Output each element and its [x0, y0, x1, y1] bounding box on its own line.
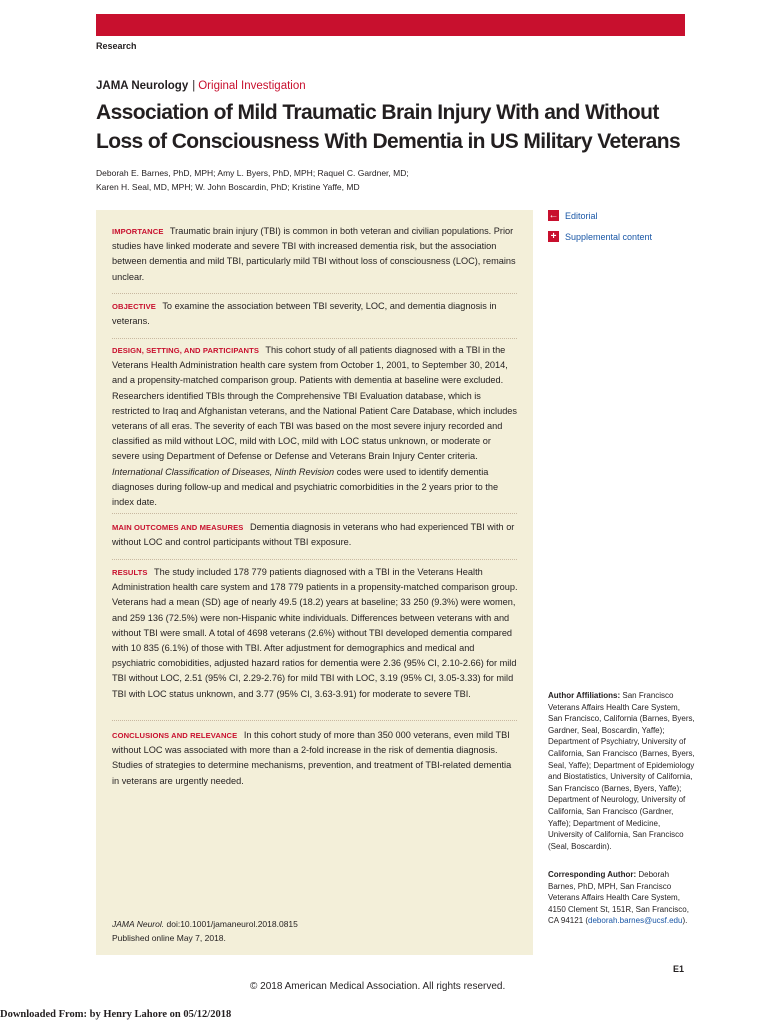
affiliations-heading: Author Affiliations: [548, 691, 621, 700]
abstract-objective [112, 299, 520, 329]
author-line-1: Deborah E. Barnes, PhD, MPH; Amy L. Byers, PhD, MPH; Raquel C. Gardner, MD; [96, 168, 409, 178]
results-heading: RESULTS [112, 568, 148, 577]
download-stamp: Downloaded From: by Henry Lahore on 05/12/2018 [0, 1009, 232, 1020]
article-title-line-2: Loss of Consciousness With Dementia in US Military Veterans [96, 130, 681, 153]
abstract-conclusions [112, 728, 520, 789]
editorial-link-label: Editorial [565, 210, 598, 221]
author-line-2: Karen H. Seal, MD, MPH; W. John Boscardin, PhD; Kristine Yaffe, MD [96, 182, 360, 192]
article-type: Original Investigation [198, 80, 306, 92]
corresponding-heading: Corresponding Author: [548, 870, 637, 879]
abstract-design [112, 343, 520, 510]
plus-icon: + [548, 231, 559, 242]
section-label: Research [96, 41, 137, 51]
citation-line [112, 917, 298, 931]
conclusions-text: In this cohort study of more than 350 000 veterans, even mild TBI without LOC was associated with more than a 2-fold increase in the risk of dementia diagnosis. Studies of strategies to determine mechanisms, prevention, and treatment of TBI-related dementia in veterans are urgently needed. [112, 730, 512, 786]
abstract-results [112, 565, 520, 702]
outcomes-text: Dementia diagnosis in veterans who had experienced TBI with or without LOC and control participants without TBI exposure. [112, 522, 515, 548]
design-text-end: codes were used to identify dementia diagnoses during follow-up and medical and psychiatric comorbidities in the 2 years prior to the index date. [112, 466, 499, 508]
journal-name: JAMA Neurology [96, 80, 189, 92]
objective-heading: OBJECTIVE [112, 302, 156, 311]
author-list [96, 166, 516, 194]
design-text-italic: International Classification of Diseases, Ninth Revision [112, 466, 335, 477]
abstract-outcomes [112, 520, 520, 550]
abstract-divider [112, 559, 517, 560]
abstract-divider [112, 720, 517, 721]
abstract-box [96, 210, 533, 955]
header-color-bar [96, 14, 685, 36]
editorial-link[interactable] [548, 210, 598, 221]
corresponding-email-link[interactable]: deborah.barnes@ucsf.edu [588, 916, 683, 926]
design-heading: DESIGN, SETTING, AND PARTICIPANTS [112, 346, 260, 355]
design-text: This cohort study of all patients diagnosed with a TBI in the Veterans Health Administration health care system from October 1, 2001, to September 30, 2014, and a propensity-matched comparison group. Patients with dementia at baseline were excluded. Researchers identified TBIs through the Comprehensive TBI Evaluation database, which is restricted to Iraq and Afghanistan veterans, and the National Patient Care Database, which includes veterans of all eras. The severity of each TBI was based on the most severe injury recorded and classified as mild without LOC, mild with LOC, mild with LOC status unknown, or moderate or severe using Department of Defense or Defense and Veterans Brain Injury Center criteria. [112, 345, 518, 462]
citation [112, 917, 298, 945]
author-affiliations [548, 690, 696, 852]
arrow-left-icon: ← [548, 209, 559, 221]
journal-line [96, 80, 306, 92]
outcomes-heading: MAIN OUTCOMES AND MEASURES [112, 523, 244, 532]
importance-text: Traumatic brain injury (TBI) is common in both veteran and civilian populations. Prior studies have linked moderate and severe TBI with increased dementia risk, but the association between dementia and mild TBI, particularly mild TBI without loss of consciousness (LOC), remains unclear. [112, 226, 516, 282]
supplemental-content-link[interactable] [548, 231, 652, 242]
supplemental-link-label: Supplemental content [565, 231, 653, 242]
abstract-divider [112, 338, 517, 339]
abstract-importance [112, 224, 520, 285]
citation-journal: JAMA Neurol. [112, 919, 165, 929]
article-title [96, 98, 706, 156]
objective-text: To examine the association between TBI severity, LOC, and dementia diagnosis in veterans. [112, 301, 497, 327]
copyright-notice: © 2018 American Medical Association. All rights reserved. [250, 981, 506, 992]
published-date: Published online May 7, 2018. [112, 933, 226, 943]
conclusions-heading: CONCLUSIONS AND RELEVANCE [112, 731, 238, 740]
importance-heading: IMPORTANCE [112, 227, 164, 236]
abstract-divider [112, 293, 517, 294]
corresponding-text: Deborah Barnes, PhD, MPH, San Francisco Veterans Affairs Health Care System, 4150 Clement St, 151R, San Francisco, CA 94121 ( [548, 870, 689, 926]
abstract-divider [112, 513, 517, 514]
citation-doi[interactable]: doi:10.1001/jamaneurol.2018.0815 [166, 919, 298, 929]
journal-separator: | [192, 80, 196, 92]
article-title-line-1: Association of Mild Traumatic Brain Injury With and Without [96, 101, 659, 124]
corresponding-text-end: ). [682, 916, 688, 926]
page-number: E1 [673, 964, 685, 974]
affiliations-text: San Francisco Veterans Affairs Health Care System, San Francisco, California (Barnes, Byers, Gardner, Seal, Boscardin, Yaffe); Department of Psychiatry, University of California, San Francisco (Barnes, Byers, Seal, Yaffe); Department of Epidemiology and Biostatistics, University of California, San Francisco (Barnes, Byers, Yaffe); Department of Neurology, University of California, San Francisco (Gardner, Yaffe); Department of Medicine, University of California, San Francisco (Seal, Boscardin). [548, 691, 695, 851]
corresponding-author [548, 869, 696, 927]
results-text: The study included 178 779 patients diagnosed with a TBI in the Veterans Health Administration health care system and 178 779 patients in a propensity-matched comparison group. Veterans had a mean (SD) age of nearly 49.5 (18.2) years at baseline; 33 250 (9.3%) were women, and 259 136 (72.5%) were non-Hispanic white individuals. Differences between veterans with and without TBI were small. A total of 4698 veterans (2.6%) without TBI developed dementia compared with 10 835 (6.1%) of those with TBI. After adjustment for demographics and medical and psychiatric comobidities, adjusted hazard ratios for dementia were 2.36 (95% CI, 2.10-2.66) for mild TBI without LOC, 2.51 (95% CI, 2.29-2.76) for mild TBI with LOC, 3.19 (95% CI, 3.05-3.33) for mild TBI with LOC status unknown, and 3.77 (95% CI, 3.63-3.91) for moderate to severe TBI. [112, 567, 518, 699]
